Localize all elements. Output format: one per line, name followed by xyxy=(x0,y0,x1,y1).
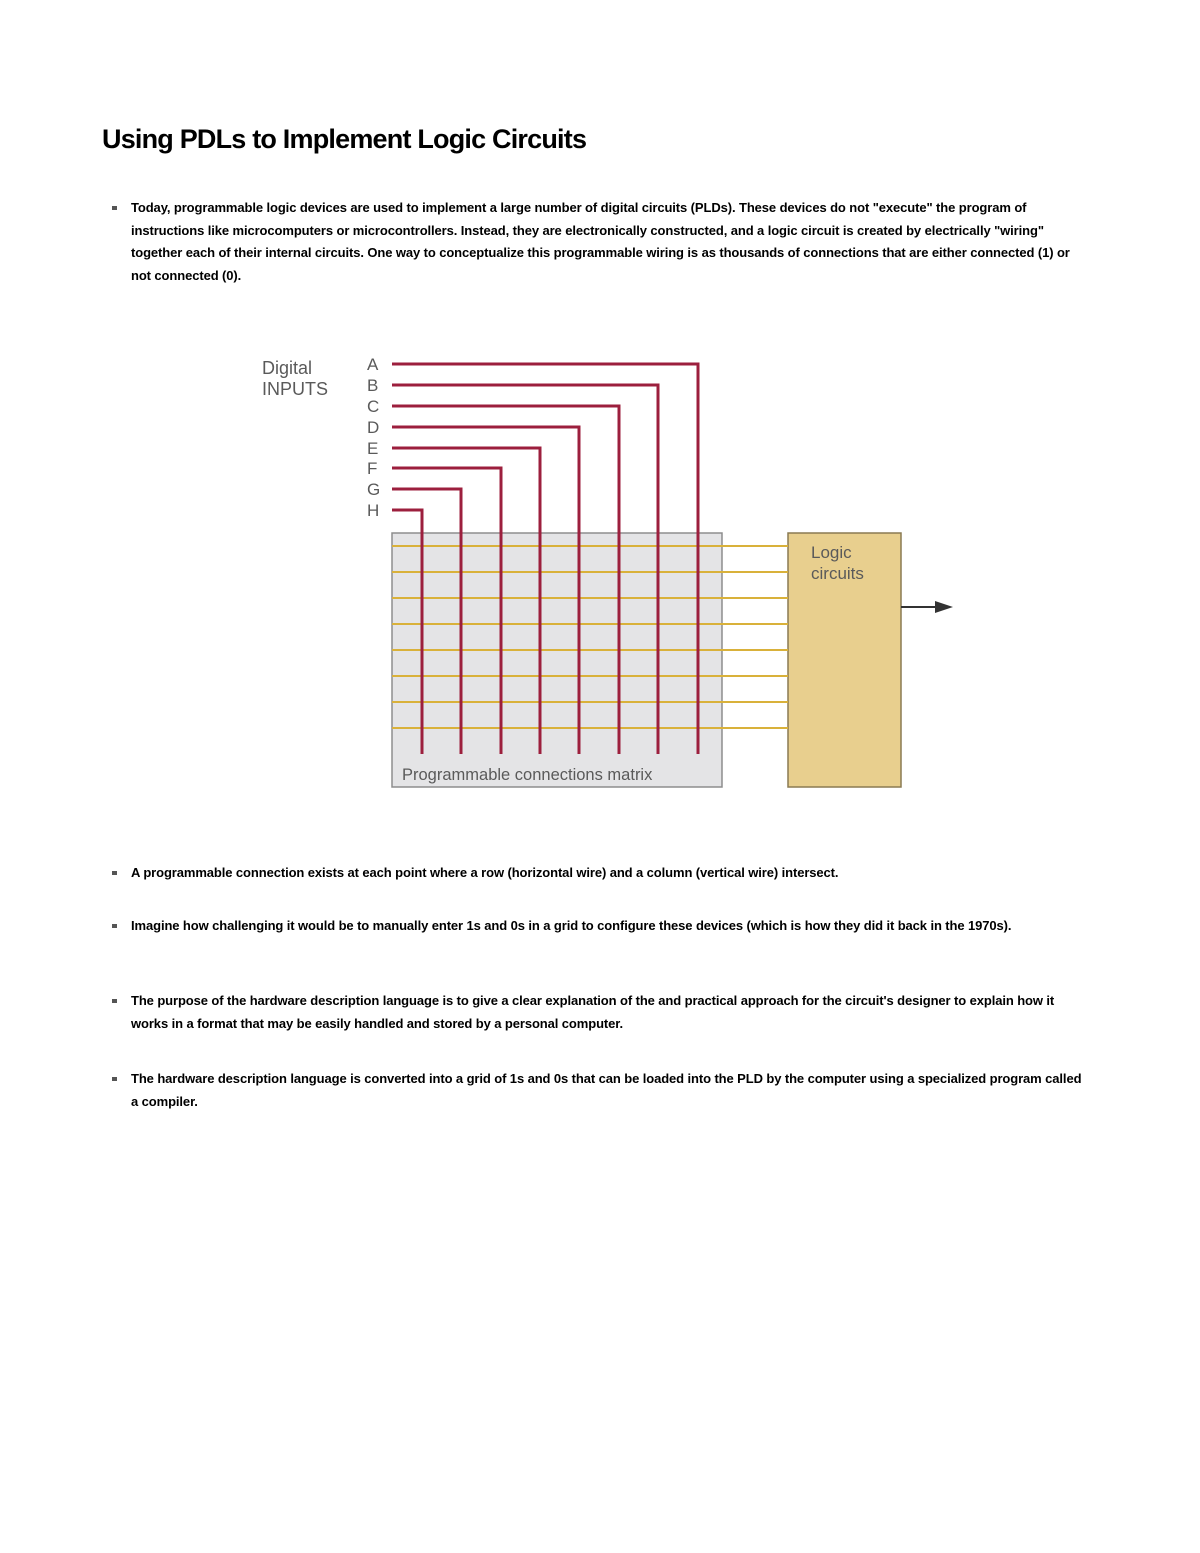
bullet-text: The purpose of the hardware description language is to give a clear explanation of the and practical approach for the circuit's designer to explain how it works in a format that may be easily handled and stored by a personal computer. xyxy=(131,993,1055,1031)
bullet-text: The hardware description language is converted into a grid of 1s and 0s that can be loaded into the PLD by the computer using a specialized program called a compiler. xyxy=(131,1071,1082,1109)
bullet-item xyxy=(112,990,1092,1035)
input-letter-c: C xyxy=(367,397,380,416)
digital-inputs-label-line2: INPUTS xyxy=(262,379,329,399)
input-letter-a: A xyxy=(367,355,379,374)
bullet-marker xyxy=(112,206,117,210)
bullet-marker xyxy=(112,1077,117,1081)
bullet-marker xyxy=(112,999,117,1003)
bullet-item xyxy=(112,862,1092,885)
bullet-text: Imagine how challenging it would be to manually enter 1s and 0s in a grid to configure these devices (which is how they did it back in the 1970s). xyxy=(131,918,1012,933)
matrix-label: Programmable connections matrix xyxy=(402,766,653,784)
input-letter-g: G xyxy=(367,480,381,499)
bullet-item xyxy=(112,197,1092,287)
logic-label-line2: circuits xyxy=(811,564,864,583)
input-letter-h: H xyxy=(367,501,380,520)
logic-label-line1: Logic xyxy=(811,543,852,562)
input-letter-b: B xyxy=(367,376,379,395)
bullet-marker xyxy=(112,924,117,928)
digital-inputs-label-line1: Digital xyxy=(262,358,313,378)
pld-diagram xyxy=(255,350,965,800)
page-title: Using PDLs to Implement Logic Circuits xyxy=(102,124,587,154)
bullet-item xyxy=(112,1068,1092,1113)
bullet-marker xyxy=(112,871,117,875)
input-letter-e: E xyxy=(367,439,379,458)
bullet-text: A programmable connection exists at each point where a row (horizontal wire) and a column (vertical wire) intersect. xyxy=(131,865,839,880)
input-letter-d: D xyxy=(367,418,380,437)
input-letter-f: F xyxy=(367,459,378,478)
bullet-text: Today, programmable logic devices are used to implement a large number of digital circuits (PLDs). These devices do not "execute" the program of instructions like microcomputers or microcontrollers. Instead, they are electronically constructed, and a logic circuit is created by electrically "wiring" together each of their internal circuits. One way to conceptualize this programmable wiring is as thousands of connections that are either connected (1) or not connected (0). xyxy=(131,200,1070,283)
output-arrow-icon xyxy=(901,601,953,613)
bullet-item xyxy=(112,915,1092,938)
